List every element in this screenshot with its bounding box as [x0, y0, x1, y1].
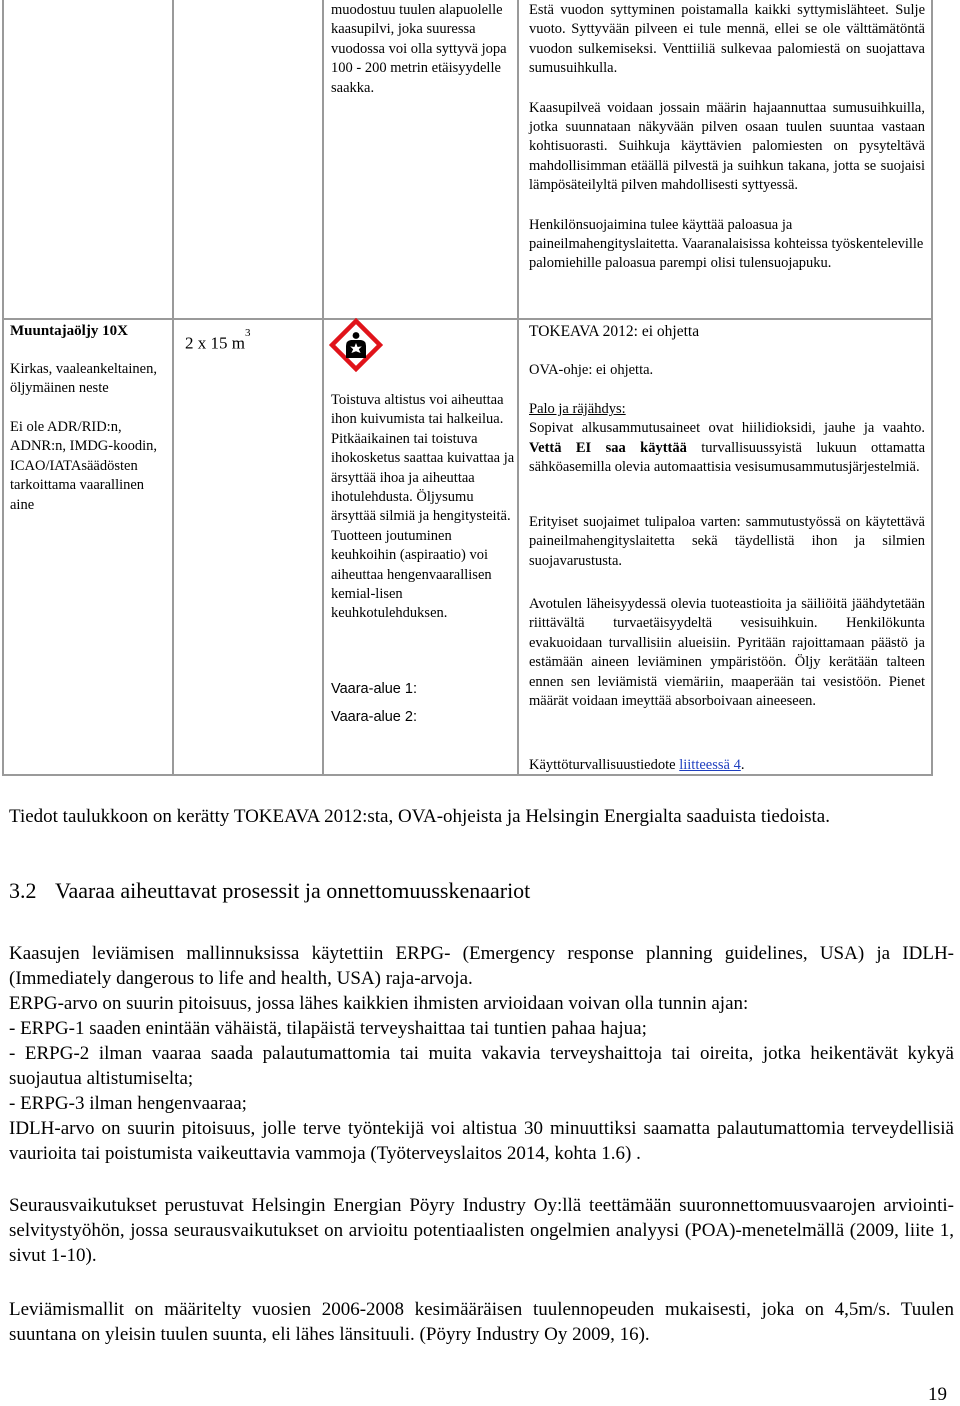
erpg-2-item: - ERPG-2 ilman vaaraa saada palautumattomia tai muita vakavia terveyshaittoja tai oireita, jotka heikentävät kykyä suojautua altistumiselta;	[9, 1043, 954, 1089]
table-line-col3	[322, 0, 324, 776]
health-hazard-icon	[329, 318, 383, 372]
special-protection-text: Erityiset suojaimet tulipaloa varten: sammutustyössä on käytettävä paineilmahengityslaitetta sekä täydellistä ihon ja silmien suojavarustusta.	[529, 514, 925, 569]
table-source-note: Tiedot taulukkoon on kerätty TOKEAVA 2012:sta, OVA-ohjeista ja Helsingin Energialta saaduista tiedoista.	[9, 806, 830, 827]
sds-reference-text: Käyttöturvallisuustiedote	[529, 757, 676, 773]
section-number: 3.2	[9, 878, 37, 903]
fire-prevention-paragraph: Estä vuodon syttyminen poistamalla kaikki syttymislähteet. Sulje vuoto. Syttyvään pilveen ei tule mennä, ellei se ole välttämätöntä vuodon sulkemiseksi. Venttiiliä sulkevaa palomiestä on suojattava sumusuihkulla.	[529, 2, 925, 77]
hazard-zone-2-label: Vaara-alue 2:	[331, 709, 417, 725]
modelling-paragraph: Kaasujen leviämisen mallinnuksissa käytettiin ERPG- (Emergency response planning guidelines, USA) ja IDLH- (Immediately dangerous to life and health, USA) raja-arvoja.	[9, 943, 954, 989]
extinguishing-exception-text: turvallisuussyistä lukuun ottamatta sähköasemilla olevia automaattisia vesisumusammutusjärjestelmiä.	[529, 439, 926, 476]
nearby-containers-text: Avotulen läheisyydessä olevia tuoteastioita ja säiliöitä jäähdytetään riittävältä turvaetäisyydeltä vesisuihkuin. Henkilökunta evakuoidaan turvallisiin alueisiin. Pyritään rajoittamaan päästö ja estämään aineen leviäminen ympäristöön. Öljy kerätään talteen ennen sen leviämistä viemäriin, maaperään tai vesistöön. Pienet määrät voidaan imeyttää absorboivaan aineeseen.	[529, 596, 925, 710]
ova-note: OVA-ohje: ei ohjetta.	[529, 362, 654, 378]
gas-cloud-paragraph: Kaasupilveä voidaan jossain määrin hajaannuttaa sumusuihkuilla, jotka suunnataan näkyvään pilven osaan tuulen suuntaa vastaan kohtisuorasti. Suihkuja käyttävien palomiesten on pysyteltävä mahdollisimman etäällä pilvestä ja suihkun takana, jotta se suojaisi lämpösäteilyltä pilven mahdollisesti syttyessä.	[529, 99, 925, 194]
table-upper-col4-text: muodostuu tuulen alapuolelle kaasupilvi, joka suuressa vuodossa voi olla syttyvä jopa 100 - 200 metrin etäisyydelle saakka.	[331, 2, 507, 96]
section-title: Vaaraa aiheuttavat prosessit ja onnettomuusskenaariot	[55, 878, 531, 903]
sds-appendix-link[interactable]: liitteessä 4	[679, 757, 741, 773]
substance-name: Muuntajaöljy 10X	[10, 323, 128, 339]
erpg-definition: ERPG-arvo on suurin pitoisuus, jossa lähes kaikkien ihmisten arvioidaan voivan olla tunnin ajan:	[9, 993, 749, 1014]
table-line-row	[2, 318, 933, 320]
erpg-3-item: - ERPG-3 ilman hengenvaaraa;	[9, 1093, 247, 1114]
page-number: 19	[928, 1384, 947, 1405]
consequences-paragraph: Seurausvaikutukset perustuvat Helsingin Energian Pöyry Industry Oy:llä teettämään suuronnettomuusvaarojen arviointi-selvitystyöhön, jossa seurausvaikutukset on arvioitu potentiaalisten ongelmien analyysi (POA)-menetelmällä (2009, liite 1, sivut 1-10).	[9, 1195, 954, 1266]
table-line-col4	[517, 0, 519, 776]
substance-description: Kirkas, vaaleankeltainen, öljymäinen neste	[10, 361, 157, 397]
sds-reference	[529, 756, 925, 775]
fire-explosion-heading: Palo ja räjähdys:	[529, 401, 626, 417]
section-heading	[9, 877, 530, 905]
hazard-description: Toistuva altistus voi aiheuttaa ihon kuivumista tai halkeilua. Pitkäaikainen tai toistuva ihokosketus saattaa kuivattaa ja ärsyttää ihoa ja aiheuttaa ihotulehdusta. Öljysumu ärsyttää silmiä ja hengitysteitä. Tuotteen joutuminen keuhkoihin (aspiraatio) voi aiheuttaa hengenvaarallisen kemial-lisen keuhkotulehduksen.	[331, 392, 515, 622]
table-upper-col5	[529, 1, 925, 274]
hazard-zone-1-label: Vaara-alue 1:	[331, 681, 417, 697]
storage-volume	[185, 328, 315, 355]
table-line-left	[2, 0, 4, 776]
no-water-warning: Vettä EI saa käyttää	[529, 439, 687, 456]
protective-gear-paragraph: Henkilönsuojaimina tulee käyttää paloasua ja paineilmahengityslaitetta. Vaaranalaisissa kohteissa työskenteleville palomiehille paloasua parempi olisi tulensuojapuku.	[529, 216, 924, 272]
table-line-right	[931, 0, 933, 776]
table-line-col2	[172, 0, 174, 776]
erpg-1-item: - ERPG-1 saaden enintään vähäistä, tilapäistä terveyshaittaa tai tuntien pahaa hajua;	[9, 1018, 647, 1039]
fire-explosion-section	[529, 400, 925, 478]
extinguishing-agents-text: Sopivat alkusammutusaineet ovat hiilidioksidi, jauhe ja vaahto.	[529, 420, 925, 437]
tokeava-note: TOKEAVA 2012: ei ohjetta	[529, 323, 700, 340]
dispersion-models-paragraph: Leviämismallit on määritelty vuosien 2006-2008 kesimääräisen tuulennopeuden mukaisesti, joka on 4,5m/s. Tuulen suuntana on yleisin tuulen suunta, eli lähes länsituuli. (Pöyry Industry Oy 2009, 16).	[9, 1299, 954, 1345]
storage-volume-value: 2 x 15 m	[185, 333, 245, 353]
substance-classification: Ei ole ADR/RID:n, ADNR:n, IMDG-koodin, ICAO/IATAsäädösten tarkoittama vaarallinen aine	[10, 419, 158, 513]
erpg-section	[9, 941, 954, 1166]
idlh-definition: IDLH-arvo on suurin pitoisuus, jolle terve työntekijä voi altistua 30 minuuttiksi saamatta palautumattomia terveydellisiä vaurioita tai poistumista vaikeuttavia vammoja (Työterveyslaitos 2014, kohta 1.6) .	[9, 1118, 954, 1164]
storage-volume-unit-exponent: 3	[244, 327, 251, 339]
sds-reference-end: .	[740, 757, 745, 773]
